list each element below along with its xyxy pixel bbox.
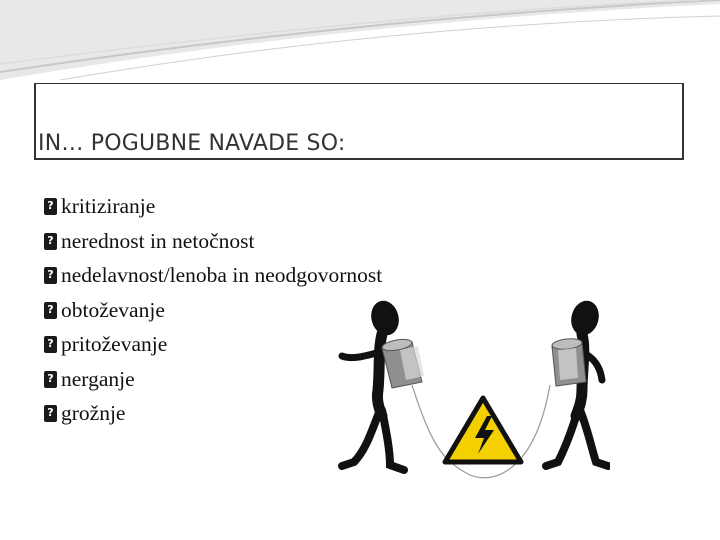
list-item-text: nerganje (61, 366, 135, 391)
bullet-glyph-icon (44, 405, 57, 422)
bullet-glyph-icon (44, 233, 57, 250)
list-item-text: kritiziranje (61, 194, 156, 218)
bullet-glyph-icon (44, 336, 57, 353)
list-item (44, 189, 382, 224)
high-voltage-warning-icon (445, 398, 521, 462)
bullet-glyph-icon (44, 267, 57, 284)
list-item-text: nerednost in netočnost (61, 228, 255, 253)
list-item-text: grožnje (61, 401, 126, 425)
can-left-icon (381, 337, 424, 388)
list-item-text: obtoževanje (61, 297, 165, 322)
list-item-text: pritoževanje (61, 332, 168, 356)
list-item (44, 258, 382, 293)
bullet-glyph-icon (44, 371, 57, 388)
bullet-glyph-icon (44, 302, 57, 319)
slide-title: IN… POGUBNE NAVADE SO: (38, 131, 346, 156)
header-swoosh (0, 0, 720, 80)
list-item (44, 224, 382, 259)
illustration (320, 290, 610, 490)
can-right-icon (552, 337, 586, 386)
title-box (34, 83, 684, 160)
list-item-text: nedelavnost/lenoba in neodgovornost (61, 263, 383, 287)
bullet-glyph-icon (44, 198, 57, 215)
